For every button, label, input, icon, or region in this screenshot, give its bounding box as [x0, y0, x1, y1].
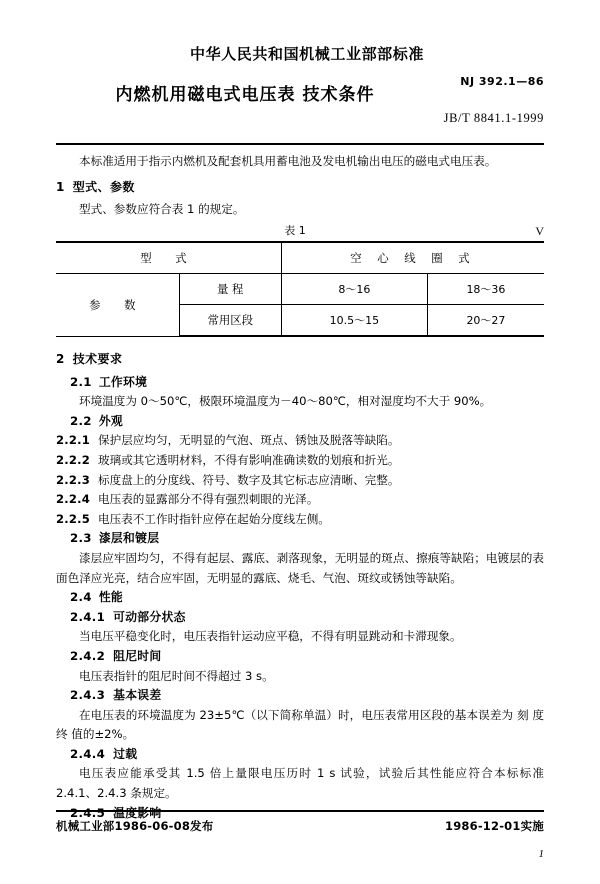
section-1-heading: [56, 178, 544, 198]
clause-number: 2.4.5: [70, 805, 106, 820]
clause-title: 阻尼时间: [113, 648, 162, 663]
table-row: [56, 274, 544, 305]
section-2-3-heading: [56, 529, 544, 549]
clause-number: 2.2.2: [56, 452, 91, 467]
section-2-2-heading: [56, 412, 544, 432]
clause-text: 保护层应均匀，无明显的气泡、斑点、锈蚀及脱落等缺陷。: [98, 433, 400, 448]
section-2-3-number: 2.3: [70, 531, 92, 546]
clause-text: 电压表的显露部分不得有强烈刺眼的光泽。: [98, 492, 319, 507]
footer-effective-info: 1986-12-01实施: [445, 819, 544, 833]
clause-number: 2.2.1: [56, 433, 91, 448]
table-cell-range-label: 量 程: [179, 274, 281, 305]
section-2-heading: [56, 350, 544, 370]
type-label-text: 型 式: [140, 251, 197, 265]
section-1-number: 1: [56, 179, 65, 194]
table-cell-range-v2: 18～36: [427, 274, 544, 305]
clause-text: 玻璃或其它透明材料，不得有影响准确读数的划痕和折光。: [98, 452, 400, 467]
footer-divider: [56, 810, 544, 812]
clause-title: 过载: [113, 746, 138, 761]
table-row: [56, 242, 544, 274]
clause-title: 可动部分状态: [113, 609, 186, 624]
section-2-number: 2: [56, 352, 65, 366]
header-divider: [56, 143, 544, 145]
table-cell-type-value: [281, 242, 544, 274]
table-cell-common-v2: 20～27: [427, 305, 544, 337]
clause-text: 标度盘上的分度线、符号、数字及其它标志应清晰、完整。: [98, 472, 400, 487]
clause-2-2-3: [56, 471, 544, 491]
footer-issue-info: 机械工业部1986-06-08发布: [56, 819, 214, 833]
section-2-4-4-body: 电压表应能承受其 1.5 倍上量限电压历时 1 s 试验，试验后其性能应符合本标标准 2.4.1、2.4.3 条规定。: [56, 766, 544, 801]
table-cell-param-label: [56, 274, 179, 337]
section-2-4-4-heading: [56, 745, 544, 765]
clause-2-2-5: [56, 510, 544, 530]
clause-number: 2.2.5: [56, 511, 91, 526]
section-2-1-number: 2.1: [70, 374, 92, 389]
table-1: [56, 241, 544, 337]
clause-number: 2.4.4: [70, 746, 106, 761]
section-2-4-heading: [56, 588, 544, 608]
document-header: [56, 44, 544, 125]
section-2-1-body: 环境温度为 0～50℃，极限环境温度为－40～80℃，相对湿度均不大于 90%。: [79, 394, 492, 409]
table-cell-range-v1: 8～16: [281, 274, 427, 305]
section-2-4-2-body: 电压表指针的阻尼时间不得超过 3 s。: [79, 668, 274, 683]
param-label-text: 参 数: [89, 297, 146, 312]
section-2-3-title: 漆层和镀层: [98, 531, 160, 546]
table-cell-common-label: 常用区段: [179, 305, 281, 337]
section-2-4-3-body: 在电压表的环境温度为 23±5℃（以下简称单温）时，电压表常用区段的基本误差为 刻 度 终 值的±2%。: [56, 707, 544, 742]
clause-2-2-4: [56, 490, 544, 510]
section-2-4-3-heading: [56, 686, 544, 706]
section-1-title: 型式、参数: [72, 179, 135, 194]
section-2-4-number: 2.4: [70, 590, 92, 605]
table-1-block: [56, 224, 544, 337]
section-2-4-2-heading: [56, 647, 544, 667]
scope-paragraph: 本标准适用于指示内燃机及配套机具用蓄电池及发电机输出电压的磁电式电压表。: [79, 154, 497, 168]
section-2-2-title: 外观: [98, 413, 124, 428]
section-2-1-title: 工作环境: [98, 374, 148, 389]
clause-2-2-2: [56, 451, 544, 471]
standard-number-new: JB/T 8841.1-1999: [443, 111, 544, 125]
table-1-caption: 表 1: [284, 224, 306, 237]
page-title: 内燃机用磁电式电压表 技术条件: [115, 85, 375, 105]
table-1-unit: V: [535, 224, 544, 238]
section-2-4-title: 性能: [98, 590, 124, 605]
table-cell-common-v1: 10.5～15: [281, 305, 427, 337]
section-2-1-heading: [56, 373, 544, 393]
section-2-4-1-heading: [56, 608, 544, 628]
ministry-title: 中华人民共和国机械工业部部标准: [189, 45, 424, 63]
clause-title: 温度影响: [113, 805, 162, 820]
standard-number-old: NJ 392.1—86: [460, 75, 544, 88]
section-2-3-body: 漆层应牢固均匀，不得有起层、露底、剥落现象，无明显的斑点、擦痕等缺陷；电镀层的表面色泽应光亮，结合应牢固，无明显的露底、烧毛、气泡、斑纹或锈蚀等缺陷。: [56, 550, 544, 585]
section-2-2-number: 2.2: [70, 413, 92, 428]
type-value-text: 空 心 线 圈 式: [350, 251, 476, 265]
section-2-4-1-body: 当电压平稳变化时，电压表指针运动应平稳，不得有明显跳动和卡滞现象。: [79, 629, 462, 644]
section-1-lead: 型式、参数应符合表 1 的规定。: [79, 202, 245, 217]
clause-number: 2.2.4: [56, 492, 91, 507]
page-number: 1: [538, 848, 544, 860]
clause-text: 电压表不工作时指针应停在起始分度线左侧。: [98, 511, 330, 526]
clause-number: 2.2.3: [56, 472, 91, 487]
table-1-caption-row: [56, 224, 544, 238]
clause-number: 2.4.2: [70, 648, 106, 663]
section-2-title: 技术要求: [72, 352, 123, 366]
clause-number: 2.4.3: [70, 688, 106, 703]
document-body-section-2: [56, 350, 544, 823]
table-cell-type-label: [56, 242, 281, 274]
document-footer: [56, 818, 544, 834]
clause-number: 2.4.1: [70, 609, 106, 624]
clause-title: 基本误差: [113, 688, 162, 703]
document-body-top: [56, 152, 544, 220]
clause-2-2-1: [56, 431, 544, 451]
